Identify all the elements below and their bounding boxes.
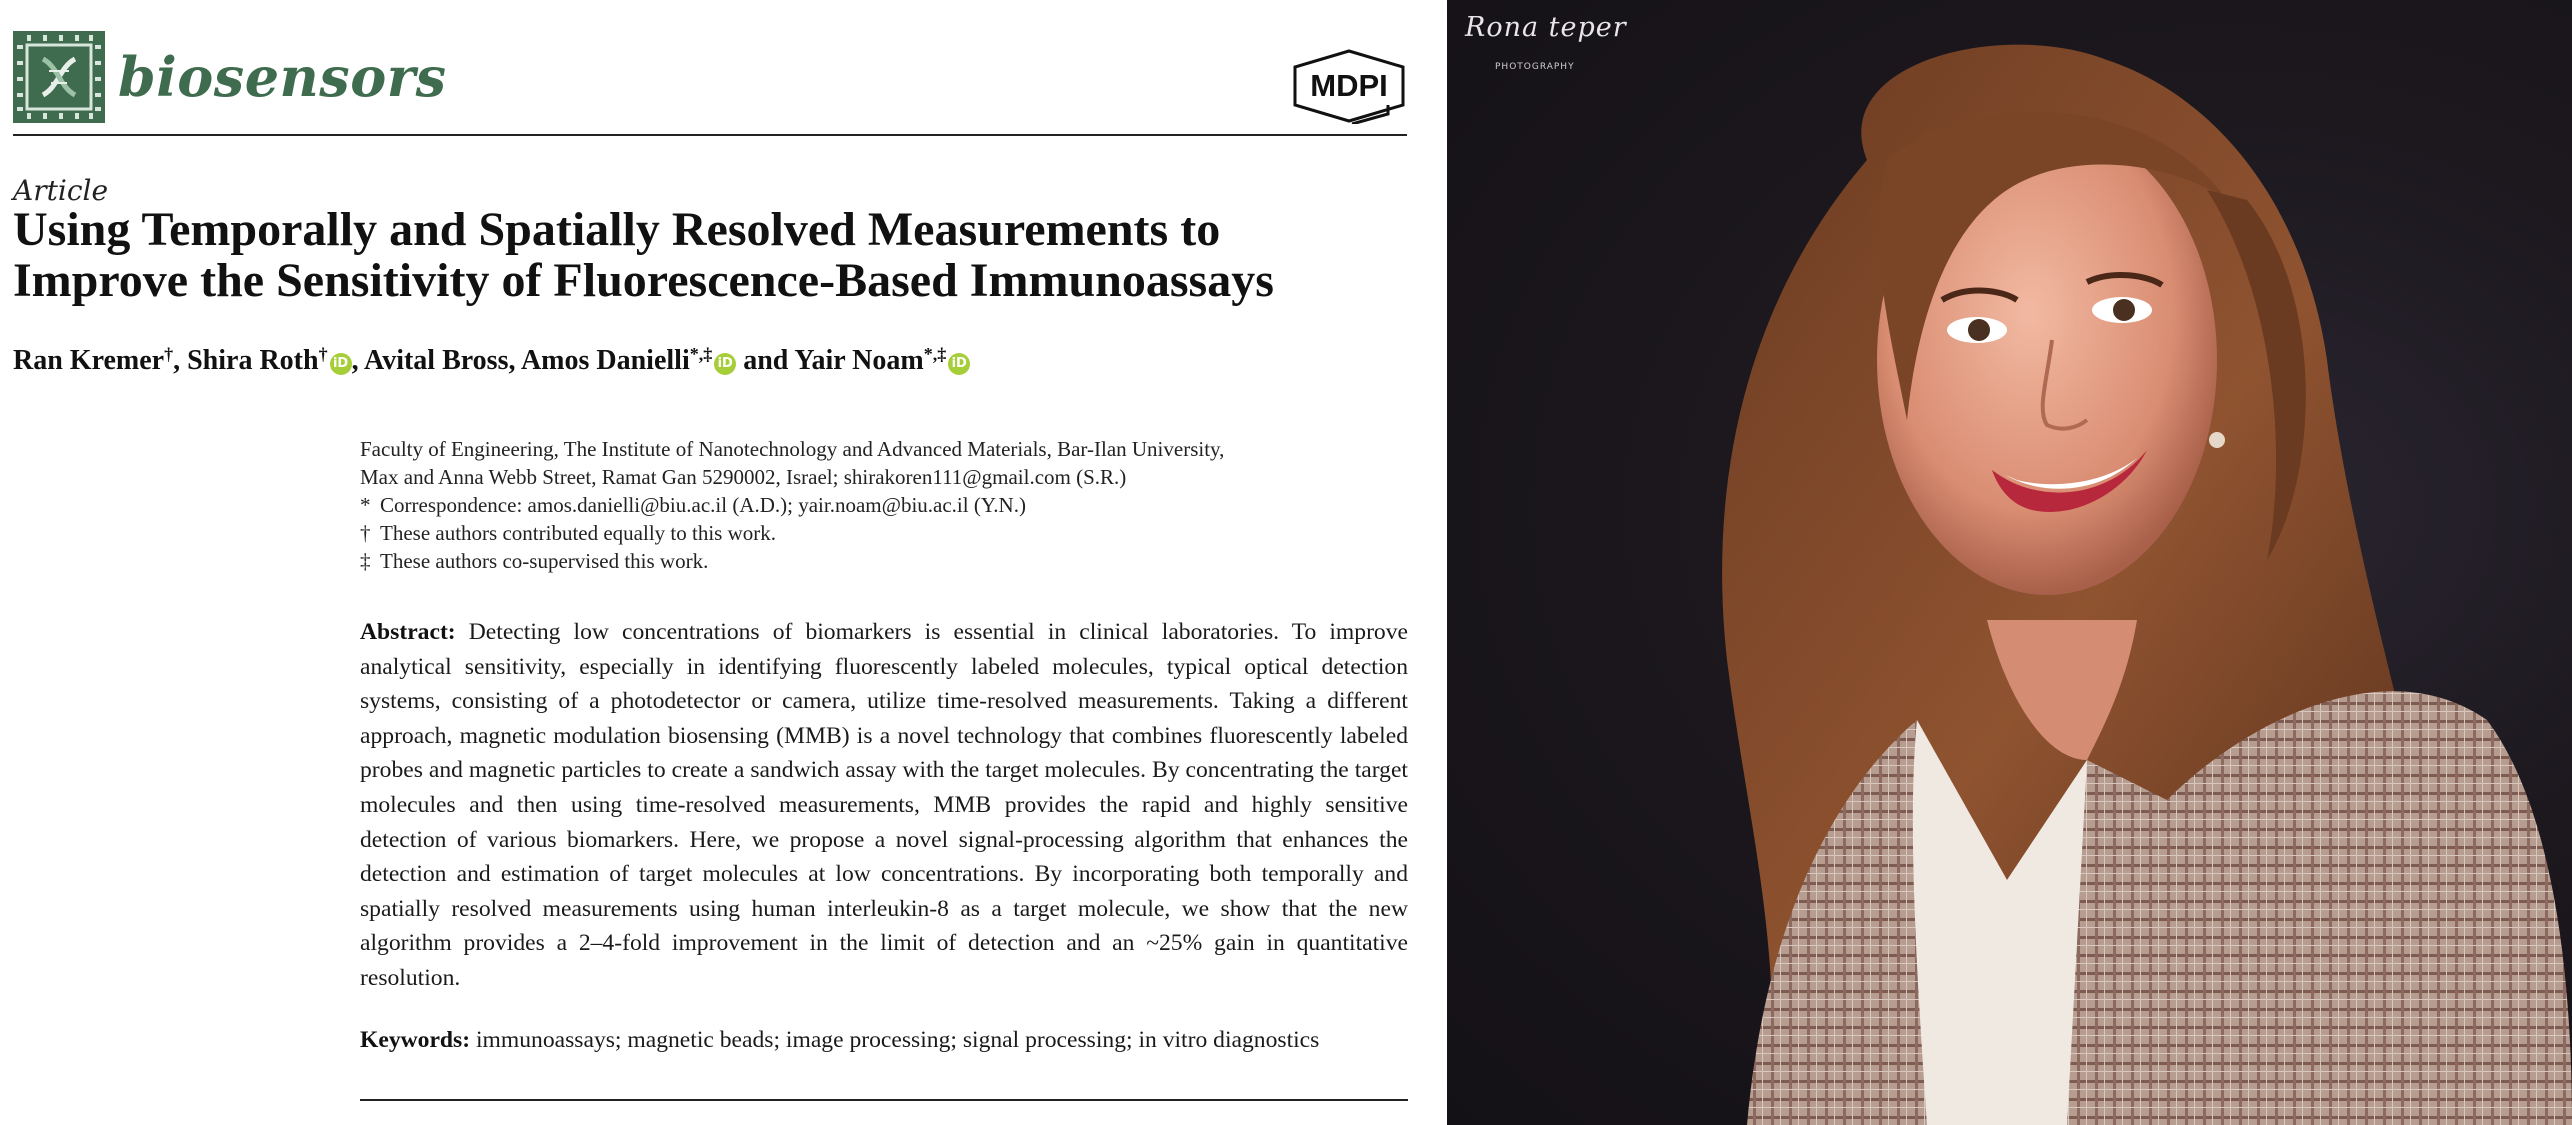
author-name: Yair Noam (794, 345, 924, 376)
abstract-text: Detecting low concentrations of biomarkers is essential in clinical laboratories. To improve analytical sensitivity, especially in identifying fluorescently labeled molecules, typical optical detection systems, consisting of a photodetector or camera, utilize time-resolved measurements. Taking a different approach, magnetic modulation biosensing (MMB) is a novel technology that combines fluorescently labeled probes and magnetic particles to create a sandwich assay with the target molecules. By concentrating the target molecules and then using time-resolved measurements, MMB provides the rapid and highly sensitive detection of various biomarkers. Here, we propose a novel signal-processing algorithm that enhances the detection and estimation of target molecules at low concentrations. By incorporating both temporally and spatially resolved measurements using human interleukin-8 as a target molecule, we show that the new algorithm provides a 2–4-fold improvement in the limit of detection and an ~25% gain in quantitative resolution. (360, 619, 1408, 991)
article-title-line-2: Improve the Sensitivity of Fluorescence-Based Immunoassays (13, 254, 1274, 307)
keywords-label: Keywords: (360, 1027, 471, 1053)
author-affiliation-marks: *,‡ (923, 344, 947, 364)
author-affiliation-marks: † (164, 344, 174, 364)
equal-contribution-text: These authors contributed equally to this work. (380, 521, 776, 545)
author-name: Shira Roth (187, 345, 319, 376)
author-portrait (1447, 0, 2572, 1125)
equal-contribution-note (360, 521, 1420, 546)
correspondence-mark: * (360, 493, 371, 517)
author-affiliation-marks: † (318, 344, 328, 364)
author-affiliation-marks: *,‡ (689, 344, 713, 364)
journal-name: biosensors (118, 45, 447, 109)
author-portrait-panel (1447, 0, 2572, 1125)
abstract (360, 615, 1408, 996)
author-name: Ran Kremer (13, 345, 165, 376)
mdpi-logo-icon (1290, 48, 1408, 124)
author-separator: , (173, 345, 188, 376)
header-rule (13, 134, 1407, 136)
author-name: Avital Bross (364, 345, 509, 376)
orcid-icon[interactable]: iD (948, 353, 970, 375)
article-title (13, 204, 1433, 306)
author-separator: and (736, 345, 795, 376)
affiliation-line-1: Faculty of Engineering, The Institute of Nanotechnology and Advanced Materials, Bar-Ilan University, (360, 437, 1225, 461)
biosensors-chip-logo-icon (13, 31, 105, 123)
publisher-name: MDPI (1310, 68, 1388, 103)
co-supervision-mark: ‡ (360, 549, 371, 573)
author-name: Amos Danielli (520, 345, 690, 376)
orcid-icon[interactable]: iD (714, 353, 736, 375)
section-rule (360, 1099, 1408, 1101)
correspondence-text: Correspondence: amos.danielli@biu.ac.il (A.D.); yair.noam@biu.ac.il (Y.N.) (380, 493, 1026, 517)
co-supervision-text: These authors co-supervised this work. (380, 549, 709, 573)
author-separator: , (351, 345, 365, 376)
orcid-icon[interactable]: iD (330, 353, 352, 375)
affiliation-line-2: Max and Anna Webb Street, Ramat Gan 5290002, Israel; shirakoren111@gmail.com (S.R.) (360, 465, 1127, 489)
photographer-signature: Rona teper (1465, 12, 1627, 43)
article-type: Article (13, 174, 109, 207)
author-separator: , (508, 345, 521, 376)
article-title-line-1: Using Temporally and Spatially Resolved Measurements to (13, 203, 1221, 256)
photographer-subtitle: PHOTOGRAPHY (1495, 62, 1575, 72)
author-list (13, 344, 970, 377)
keywords-text: immunoassays; magnetic beads; image processing; signal processing; in vitro diagnostics (476, 1027, 1320, 1053)
equal-contribution-mark: † (360, 521, 371, 545)
correspondence-note (360, 493, 1420, 518)
co-supervision-note (360, 549, 1420, 574)
abstract-label: Abstract: (360, 619, 456, 645)
keywords (360, 1027, 1420, 1054)
